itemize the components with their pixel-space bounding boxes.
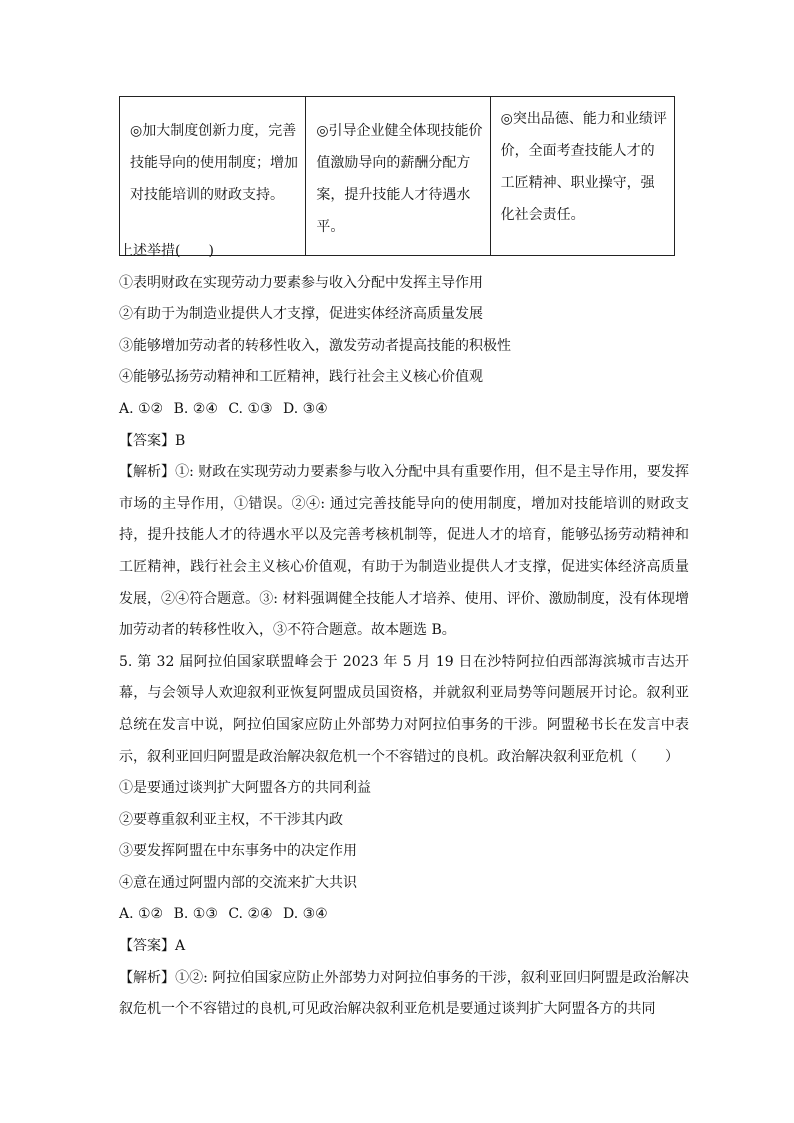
q5-item-1: ①是要通过谈判扩大阿盟各方的共同利益 [119, 780, 371, 797]
question-body [119, 236, 689, 1026]
table-cell-2: ◎引导企业健全体现技能价值激励导向的薪酬分配方案，提升技能人才待遇水平。 [306, 97, 490, 256]
q5-item-2: ②要尊重叙利亚主权，不干涉其内政 [119, 811, 343, 828]
table-cell-1: ◎加大制度创新力度，完善技能导向的使用制度；增加对技能培训的财政支持。 [120, 97, 306, 256]
q5-item-4: ④意在通过阿盟内部的交流来扩大共识 [119, 874, 357, 891]
q4-choices [119, 394, 689, 426]
q5-choice-a: A. ①② [119, 906, 164, 923]
q4-item-2: ②有助于为制造业提供人才支撑，促进实体经济高质量发展 [119, 306, 483, 323]
q4-stem: 上述举措( ) [119, 243, 214, 259]
q4-answer: 【答案】B [119, 432, 186, 449]
q4-item-3: ③能够增加劳动者的转移性收入，激发劳动者提高技能的积极性 [119, 337, 511, 354]
q4-item-4: ④能够弘扬劳动精神和工匠精神，践行社会主义核心价值观 [119, 369, 483, 386]
q5-choice-b: B. ①③ [173, 906, 218, 923]
q5-choice-d: D. ③④ [283, 906, 328, 923]
table-row [120, 97, 675, 256]
q5-stem: 5. 第 32 届阿拉伯国家联盟峰会于 2023 年 5 月 19 日在沙特阿拉伯西部海滨城市吉达开幕，与会领导人欢迎叙利亚恢复阿盟成员国资格，并就叙利亚局势等问题展开讨论。叙利亚总统在发言中说，阿拉伯国家应防止外部势力对阿拉伯事务的干涉。阿盟秘书长在发言中表示，叙利亚回归阿盟是政治解决叙危机一个不容错过的良机。政治解决叙利亚危机（ ） [119, 653, 689, 765]
q5-item-3: ③要发挥阿盟在中东事务中的决定作用 [119, 843, 357, 860]
q5-choices [119, 899, 689, 931]
q4-choice-c: C. ①③ [228, 400, 273, 417]
measures-table [119, 96, 675, 256]
q4-analysis: 【解析】①: 财政在实现劳动力要素参与收入分配中具有重要作用，但不是主导作用，要发挥市场的主导作用，①错误。②④: 通过完善技能导向的使用制度，增加对技能培训的财政支持，提升技能人才的待遇水平以及完善考核机制等，促进人才的培育，能够弘扬劳动精神和工匠精神，践行社会主义核心价值观，有助于为制造业提供人才支撑，促进实体经济高质量发展，②④符合题意。③: 材料强调健全技能人才培养、使用、评价、激励制度，没有体现增加劳动者的转移性收入，③不符合题意。故本题选 B。 [119, 464, 689, 639]
q5-analysis: 【解析】①②: 阿拉伯国家应防止外部势力对阿拉伯事务的干涉，叙利亚回归阿盟是政治解决叙危机一个不容错过的良机,可见政治解决叙利亚危机是要通过谈判扩大阿盟各方的共同 [119, 969, 689, 1018]
q4-choice-a: A. ①② [119, 400, 164, 417]
q4-item-1: ①表明财政在实现劳动力要素参与收入分配中发挥主导作用 [119, 274, 483, 291]
q5-choice-c: C. ②④ [228, 906, 273, 923]
table-cell-3: ◎突出品德、能力和业绩评价，全面考查技能人才的工匠精神、职业操守，强化社会责任。 [490, 97, 674, 256]
q5-answer: 【答案】A [119, 938, 186, 955]
q4-choice-b: B. ②④ [173, 400, 218, 417]
q4-choice-d: D. ③④ [283, 400, 328, 417]
